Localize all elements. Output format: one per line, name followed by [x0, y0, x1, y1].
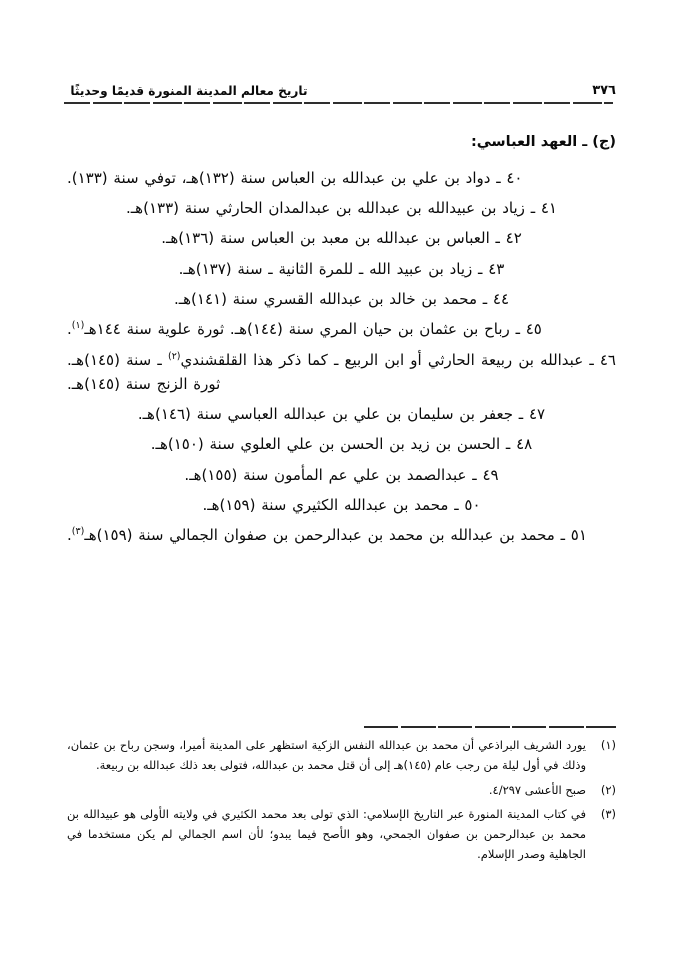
footnote-divider-rule	[364, 726, 616, 728]
governor-entry: ٤٨ ـ الحسن بن زيد بن الحسن بن علي العلوي سنة (١٥٠)هـ.	[150, 435, 533, 454]
running-head-title: تاريخ معالم المدينة المنورة قديمًا وحديثًا	[70, 83, 308, 98]
governor-entry	[67, 317, 616, 341]
footnote-marker: (١)	[600, 738, 616, 752]
running-head	[63, 72, 616, 98]
footnote-reference[interactable]: (٢)	[167, 350, 181, 362]
footnote-text: صبح الأعشى ٤/٢٩٧.	[488, 782, 586, 797]
footnote-item	[67, 736, 616, 776]
page-number: ٣٧٦	[592, 83, 616, 98]
footnote-list	[67, 736, 616, 870]
governor-entry: ٤٣ ـ زياد بن عبيد الله ـ للمرة الثانية ـ سنة (١٣٧)هـ.	[178, 259, 505, 278]
governor-entry: ٤١ ـ زياد بن عبيدالله بن عبدالله بن عبدالمدان الحارثي سنة (١٣٣)هـ.	[126, 199, 557, 218]
footnote-text: في كتاب المدينة المنورة عبر التاريخ الإسلامي: الذي تولى بعد محمد الكثيري في ولايته الأولى هو عبيدالله بن محمد بن عبدالرحمن بن صفوان الجمحي، وهو الأصح فيما يبدو؛ لأن اسم الجمالي لم يكن مستخدما في الجاهلية وصدر الإسلام.	[67, 807, 586, 861]
governor-entry: ٤٠ ـ دواد بن علي بن عبدالله بن العباس سنة (١٣٢)هـ، توفي سنة (١٣٣).	[67, 168, 523, 187]
governor-entry	[67, 523, 616, 547]
section-heading: (ج) ـ العهد العباسي:	[470, 134, 616, 150]
governor-entry: ٥٠ ـ محمد بن عبدالله الكثيري سنة (١٥٩)هـ.	[202, 496, 481, 515]
entry-text: ٤٦ ـ عبدالله بن ربيعة الحارثي أو ابن الربيع ـ كما ذكر هذا القلقشندي	[180, 350, 616, 369]
header-divider-rule	[64, 102, 613, 104]
footnote-text: يورد الشريف البراذعي أن محمد بن عبدالله النفس الزكية استظهر على المدينة أميرا، وسجن رباح بن عثمان، وذلك في أول ليلة من رجب عام (١٤٥)هـ إلى أن قتل محمد بن عبدالله، فتولى بعد ذلك عبدالله بن ربيعة.	[67, 738, 586, 772]
footnote-reference[interactable]: (١)	[71, 320, 85, 332]
body-text-block	[67, 132, 616, 554]
governor-entry: ٤٢ ـ العباس بن عبدالله بن معبد بن العباس سنة (١٣٦)هـ.	[161, 229, 522, 248]
entry-text-tail: ـ سنة (١٤٥)هـ. ثورة الزنج سنة (١٤٥)هـ.	[67, 350, 221, 393]
footnote-item	[67, 805, 616, 864]
entry-text-tail: .	[67, 526, 72, 545]
footnote-reference[interactable]: (٣)	[71, 526, 85, 538]
footnote-item	[67, 781, 616, 801]
entry-text: ٥١ ـ محمد بن عبدالله بن محمد بن عبدالرحمن بن صفوان الجمالي سنة (١٥٩)هـ	[84, 526, 587, 545]
governor-entry: ٤٧ ـ جعفر بن سليمان بن علي بن عبدالله العباسي سنة (١٤٦)هـ.	[137, 405, 546, 424]
governor-entry: ٤٩ ـ عبدالصمد بن علي عم المأمون سنة (١٥٥)هـ.	[184, 465, 499, 484]
governor-entry: ٤٤ ـ محمد بن خالد بن عبدالله القسري سنة (١٤١)هـ.	[173, 289, 510, 308]
footnote-marker: (٣)	[600, 807, 616, 822]
governor-entry	[67, 348, 616, 397]
entry-text: ٤٥ ـ رباح بن عثمان بن حيان المري سنة (١٤٤)هـ. ثورة علوية سنة ١٤٤هـ	[84, 320, 542, 339]
footnote-marker: (٢)	[600, 782, 616, 797]
entry-text-tail: .	[67, 320, 72, 339]
governor-entry-list	[67, 166, 616, 548]
